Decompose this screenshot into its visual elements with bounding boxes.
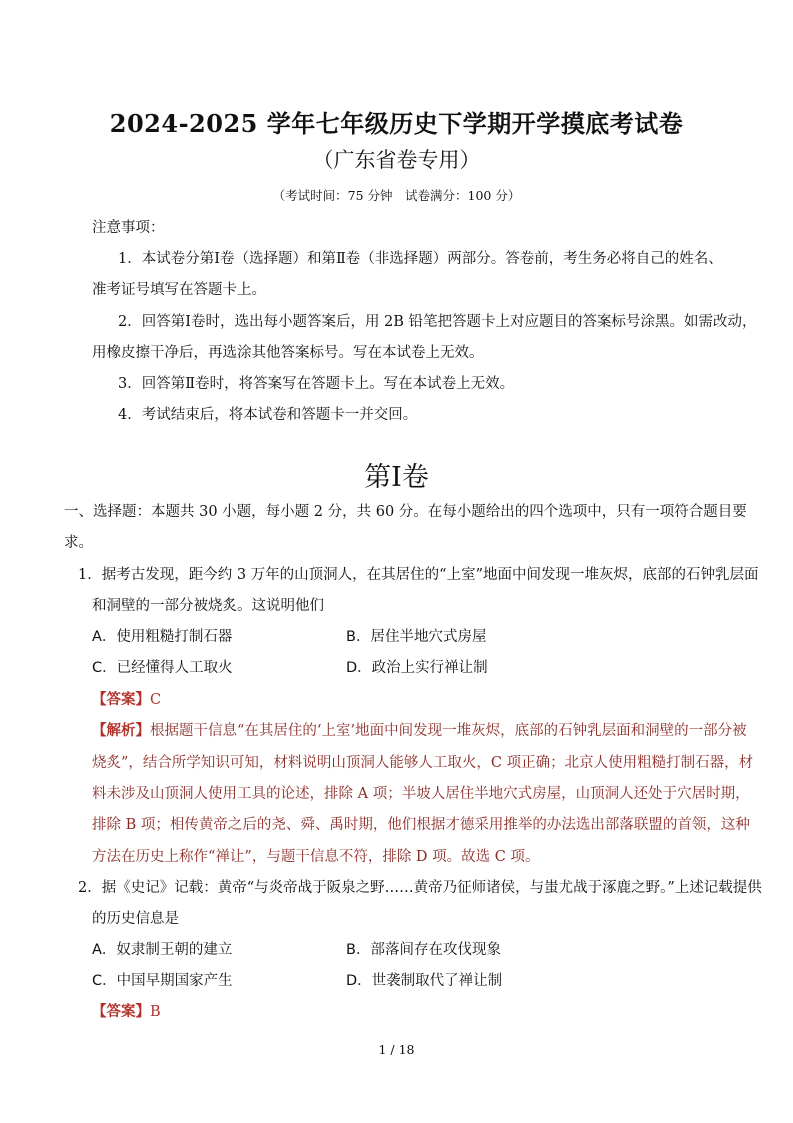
exam-subtitle: （广东省卷专用） bbox=[312, 148, 481, 172]
question-stem: 2．据《史记》记载：黄帝“与炎帝战于阪泉之野……黄帝乃征师诸侯，与蚩尤战于涿鹿之野。”上述记载提供 bbox=[78, 880, 762, 896]
answer-value: C bbox=[150, 692, 162, 708]
explanation-tag: 【解析】 bbox=[92, 722, 150, 739]
answer bbox=[92, 1000, 161, 1021]
page-number: 1 / 18 bbox=[378, 1042, 415, 1057]
notice-item: 3．回答第Ⅱ卷时，将答案写在答题卡上。写在本试卷上无效。 bbox=[118, 376, 515, 392]
answer-tag: 【答案】 bbox=[92, 1003, 150, 1020]
option-b: B．部落间存在攻伐现象 bbox=[346, 942, 501, 958]
explanation bbox=[92, 719, 747, 740]
option-c: C．已经懂得人工取火 bbox=[92, 660, 233, 676]
section-intro: 求。 bbox=[64, 535, 93, 551]
answer-tag: 【答案】 bbox=[92, 691, 150, 708]
option-d: D．政治上实行禅让制 bbox=[346, 660, 488, 676]
explanation-text: 根据题干信息“在其居住的‘上室’地面中间发现一堆灰烬，底部的石钟乳层面和洞壁的一部分被 bbox=[150, 723, 747, 739]
notice-heading: 注意事项： bbox=[92, 220, 165, 236]
notice-item: 用橡皮擦干净后，再选涂其他答案标号。写在本试卷上无效。 bbox=[92, 345, 484, 361]
explanation-line: 排除 B 项；相传黄帝之后的尧、舜、禹时期，他们根据才德采用推举的办法选出部落联盟的首领，这种 bbox=[92, 817, 750, 833]
option-a: A．使用粗糙打制石器 bbox=[92, 629, 233, 645]
question-stem: 1．据考古发现，距今约 3 万年的山顶洞人，在其居住的“上室”地面中间发现一堆灰烬，底部的石钟乳层面 bbox=[78, 567, 759, 583]
explanation-line: 方法在历史上称作“禅让”，与题干信息不符，排除 D 项。故选 C 项。 bbox=[92, 849, 540, 865]
explanation-line: 料未涉及山顶洞人使用工具的论述，排除 A 项；半坡人居住半地穴式房屋，山顶洞人还处于穴居时期， bbox=[92, 786, 750, 802]
exam-meta: （考试时间：75 分钟 试卷满分：100 分） bbox=[272, 188, 521, 203]
question-stem: 的历史信息是 bbox=[92, 911, 179, 927]
explanation-line: 烧炙”，结合所学知识可知，材料说明山顶洞人能够人工取火，C 项正确；北京人使用粗糙打制石器，材 bbox=[92, 755, 754, 771]
option-b: B．居住半地穴式房屋 bbox=[346, 629, 487, 645]
answer-value: B bbox=[150, 1004, 161, 1020]
section-title: 第Ⅰ卷 bbox=[364, 462, 429, 493]
notice-item: 准考证号填写在答题卡上。 bbox=[92, 282, 266, 298]
section-intro: 一、选择题：本题共 30 小题，每小题 2 分，共 60 分。在每小题给出的四个选项中，只有一项符合题目要 bbox=[64, 504, 747, 520]
option-a: A．奴隶制王朝的建立 bbox=[92, 942, 233, 958]
option-c: C．中国早期国家产生 bbox=[92, 973, 233, 989]
option-d: D．世袭制取代了禅让制 bbox=[346, 973, 503, 989]
notice-item: 4．考试结束后，将本试卷和答题卡一并交回。 bbox=[118, 407, 418, 423]
answer bbox=[92, 688, 161, 709]
exam-title: 2024-2025 学年七年级历史下学期开学摸底考试卷 bbox=[109, 109, 684, 138]
notice-item: 2．回答第Ⅰ卷时，选出每小题答案后，用 2B 铅笔把答题卡上对应题目的答案标号涂黑。如需改动， bbox=[118, 314, 757, 330]
question-stem: 和洞壁的一部分被烧炙。这说明他们 bbox=[92, 598, 324, 614]
notice-item: 1．本试卷分第Ⅰ卷（选择题）和第Ⅱ卷（非选择题）两部分。答卷前，考生务必将自己的姓名、 bbox=[118, 251, 723, 267]
